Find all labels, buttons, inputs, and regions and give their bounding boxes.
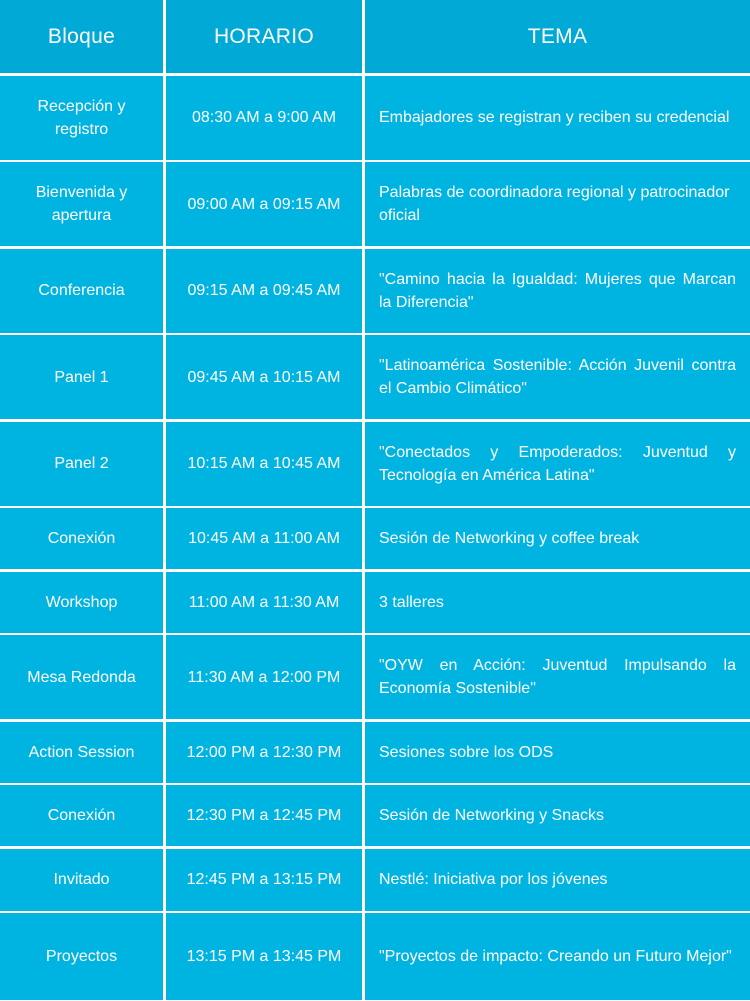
tema-text: "Camino hacia la Igualdad: Mujeres que Marcan la Diferencia" xyxy=(379,270,736,311)
row-2-bloque xyxy=(0,162,163,246)
bloque-text: Conferencia xyxy=(38,282,125,299)
tema-text: Sesiones sobre los ODS xyxy=(379,743,554,761)
row-1-horario xyxy=(166,76,362,160)
horario-text: 11:30 AM a 12:00 PM xyxy=(187,668,341,686)
row-8-horario xyxy=(166,635,362,719)
header-horario-label: HORARIO xyxy=(213,25,315,48)
row-12-bloque xyxy=(0,913,163,1000)
tema-text: Sesión de Networking y coffee break xyxy=(379,530,640,547)
row-7-bloque xyxy=(0,572,163,633)
row-6-bloque xyxy=(0,508,163,569)
bloque-text: Invitado xyxy=(53,871,110,888)
horario-text: 10:15 AM a 10:45 AM xyxy=(187,455,341,472)
row-1-bloque xyxy=(0,76,163,160)
header-tema xyxy=(365,0,750,73)
horario-text: 12:45 PM a 13:15 PM xyxy=(186,871,342,888)
row-5-horario xyxy=(166,422,362,506)
row-3-bloque xyxy=(0,249,163,333)
row-9-horario xyxy=(166,722,362,783)
row-9-tema xyxy=(365,722,750,783)
bloque-text: Action Session xyxy=(28,743,135,761)
row-12-tema xyxy=(365,913,750,1000)
bloque-text: Proyectos xyxy=(45,948,118,965)
tema-text: "Proyectos de impacto: Creando un Futuro Mejor" xyxy=(379,948,732,965)
row-6-horario xyxy=(166,508,362,569)
tema-text: Palabras de coordinadora regional y patrocinador oficial xyxy=(379,184,730,224)
row-6-tema xyxy=(365,508,750,569)
horario-text: 09:15 AM a 09:45 AM xyxy=(187,282,341,299)
row-11-bloque xyxy=(0,849,163,911)
row-10-horario xyxy=(166,785,362,846)
row-2-tema xyxy=(365,162,750,246)
bloque-text: Panel 2 xyxy=(54,455,109,472)
row-1-tema xyxy=(365,76,750,160)
horario-text: 11:00 AM a 11:30 AM xyxy=(188,593,340,611)
row-5-tema xyxy=(365,422,750,506)
bloque-text: Mesa Redonda xyxy=(27,668,136,686)
bloque-text: Conexión xyxy=(47,807,116,824)
row-3-horario xyxy=(166,249,362,333)
bloque-text: Bienvenida y apertura xyxy=(35,184,128,224)
row-3-tema xyxy=(365,249,750,333)
tema-text: "Conectados y Empoderados: Juventud y Tecnología en América Latina" xyxy=(379,443,736,484)
tema-text: "OYW en Acción: Juventud Impulsando la Economía Sostenible" xyxy=(379,657,736,697)
row-10-tema xyxy=(365,785,750,846)
header-bloque xyxy=(0,0,163,73)
header-bloque-label: Bloque xyxy=(47,25,116,48)
row-4-tema xyxy=(365,335,750,419)
horario-text: 12:30 PM a 12:45 PM xyxy=(186,807,342,824)
horario-text: 10:45 AM a 11:00 AM xyxy=(188,530,340,547)
row-5-bloque xyxy=(0,422,163,506)
row-11-horario xyxy=(166,849,362,911)
row-4-bloque xyxy=(0,335,163,419)
horario-text: 09:45 AM a 10:15 AM xyxy=(187,368,341,386)
tema-text: Nestlé: Iniciativa por los jóvenes xyxy=(379,871,608,888)
bloque-text: Workshop xyxy=(45,593,118,611)
bloque-text: Recepción y registro xyxy=(37,97,126,138)
horario-text: 13:15 PM a 13:45 PM xyxy=(186,948,342,965)
tema-text: 3 talleres xyxy=(379,593,444,611)
horario-text: 08:30 AM a 9:00 AM xyxy=(191,109,337,126)
horario-text: 12:00 PM a 12:30 PM xyxy=(186,743,342,761)
row-7-tema xyxy=(365,572,750,633)
row-8-bloque xyxy=(0,635,163,719)
horario-text: 09:00 AM a 09:15 AM xyxy=(187,195,341,213)
tema-text: Sesión de Networking y Snacks xyxy=(379,807,604,824)
row-2-horario xyxy=(166,162,362,246)
tema-text: Embajadores se registran y reciben su credencial xyxy=(379,109,730,126)
row-4-horario xyxy=(166,335,362,419)
row-10-bloque xyxy=(0,785,163,846)
bloque-text: Conexión xyxy=(47,530,116,547)
bloque-text: Panel 1 xyxy=(54,368,109,386)
tema-text: "Latinoamérica Sostenible: Acción Juvenil contra el Cambio Climático" xyxy=(379,357,736,397)
row-7-horario xyxy=(166,572,362,633)
row-11-tema xyxy=(365,849,750,911)
row-8-tema xyxy=(365,635,750,719)
row-9-bloque xyxy=(0,722,163,783)
header-horario xyxy=(166,0,362,73)
header-tema-label: TEMA xyxy=(527,25,588,48)
row-12-horario xyxy=(166,913,362,1000)
